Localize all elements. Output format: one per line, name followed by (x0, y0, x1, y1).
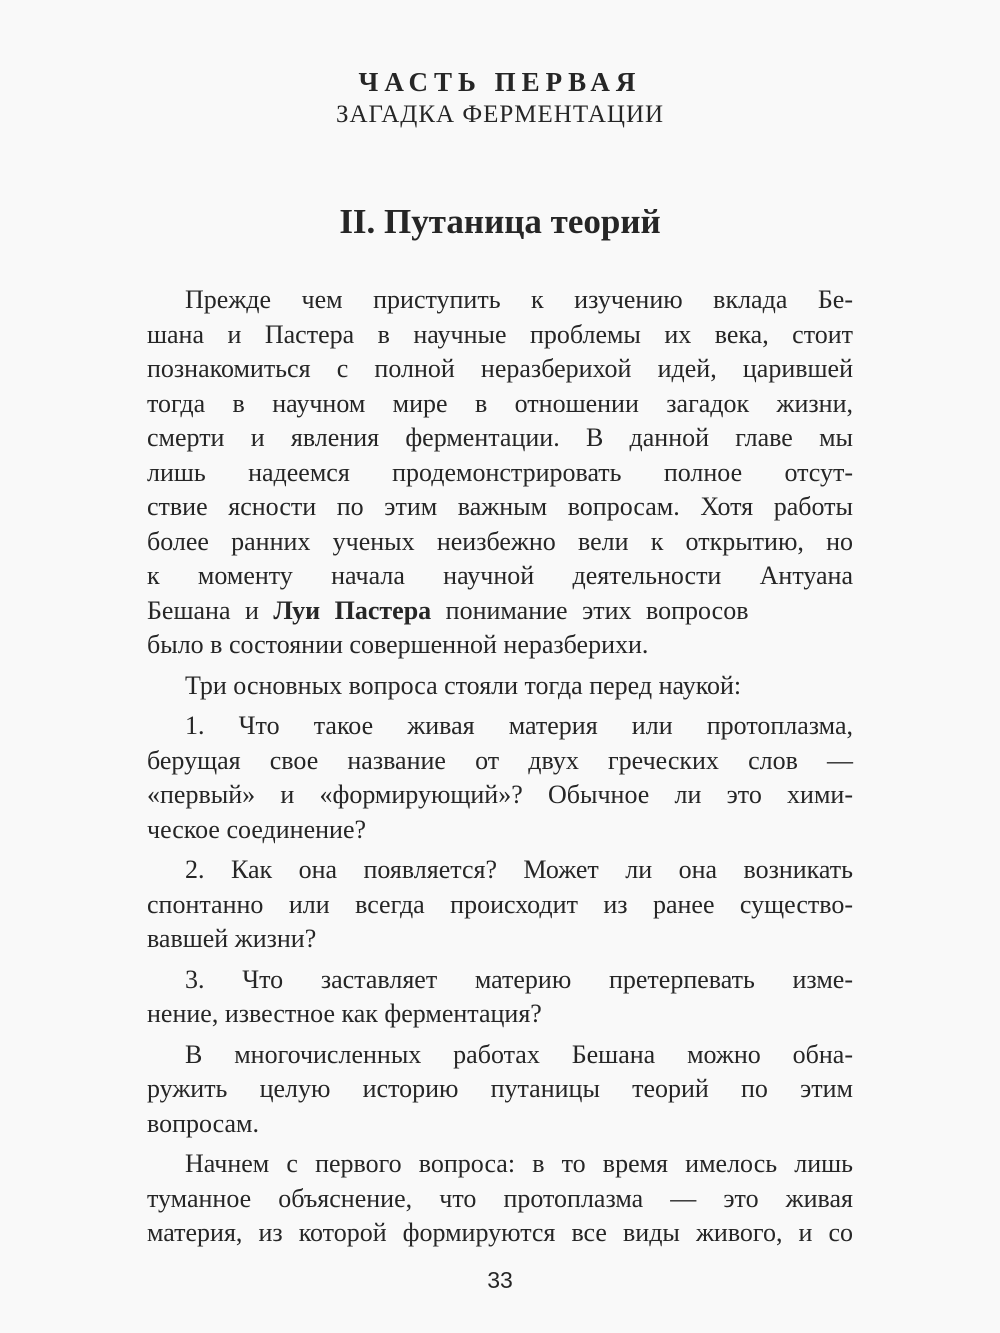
page-number: 33 (487, 1267, 513, 1293)
paragraph (147, 1038, 853, 1142)
text-segment: понимание этих вопросов (431, 595, 749, 625)
text-line: было в состоянии совершенной неразберихи. (147, 630, 649, 659)
paragraph (147, 1147, 853, 1251)
text-line: «первый» и «формирующий»? Обычное ли это хими- (147, 780, 853, 809)
text-line: нение, известное как ферментация? (147, 999, 542, 1028)
text-line: лишь надеемся продемонстрировать полное отсут- (147, 457, 853, 487)
text-line: тогда в научном мире в отношении загадок жизни, (147, 388, 853, 418)
part-subtitle: ЗАГАДКА ФЕРМЕНТАЦИИ (335, 101, 665, 128)
text-line: шана и Пастера в научные проблемы их века, стоит (147, 319, 853, 349)
text-line: Три основных вопроса стояли тогда перед наукой: (185, 670, 742, 700)
text-line: к моменту начала научной деятельности Антуана (147, 561, 853, 590)
text-line: более ранних ученых неизбежно вели к открытию, но (147, 526, 853, 556)
text-line: смерти и явления ферментации. В данной главе мы (147, 423, 853, 452)
text-line: материя, из которой формируются все виды живого, и со (147, 1218, 853, 1247)
body-text (147, 283, 853, 1251)
text-line: ствие ясности по этим важным вопросам. Хотя работы (147, 492, 853, 521)
part-heading: ЧАСТЬ ПЕРВАЯ (358, 67, 642, 97)
text-line: вопросам. (147, 1108, 260, 1138)
text-line: туманное объяснение, что протоплазма — это живая (147, 1183, 853, 1213)
paragraph (147, 669, 853, 704)
name-emphasis: Луи Пастера (273, 595, 432, 625)
paragraph (147, 709, 853, 847)
text-line: познакомиться с полной неразберихой идей, царившей (147, 354, 853, 383)
text-line: ружить целую историю путаницы теорий по этим (147, 1074, 853, 1103)
paragraph (147, 853, 853, 957)
text-line: 1. Что такое живая материя или протоплазма, (185, 711, 853, 740)
text-line: В многочисленных работах Бешана можно обна- (185, 1039, 853, 1069)
paragraph (147, 283, 853, 663)
text-line: Начнем с первого вопроса: в то время имелось лишь (185, 1149, 853, 1178)
text-line: 2. Как она появляется? Может ли она возникать (185, 855, 853, 884)
paragraph (147, 963, 853, 1032)
text-line: ческое соединение? (147, 814, 367, 844)
text-line: берущая свое название от двух греческих слов — (147, 745, 853, 775)
text-segment: Бешана и (147, 595, 274, 625)
text-line (147, 594, 853, 629)
text-line: 3. Что заставляет материю претерпевать изме- (185, 964, 853, 994)
text-line: вавшей жизни? (147, 924, 317, 953)
text-line: Прежде чем приступить к изучению вклада Бе- (185, 285, 853, 314)
chapter-title: II. Путаница теорий (339, 202, 661, 241)
text-line: спонтанно или всегда происходит из ранее существо- (147, 889, 853, 919)
